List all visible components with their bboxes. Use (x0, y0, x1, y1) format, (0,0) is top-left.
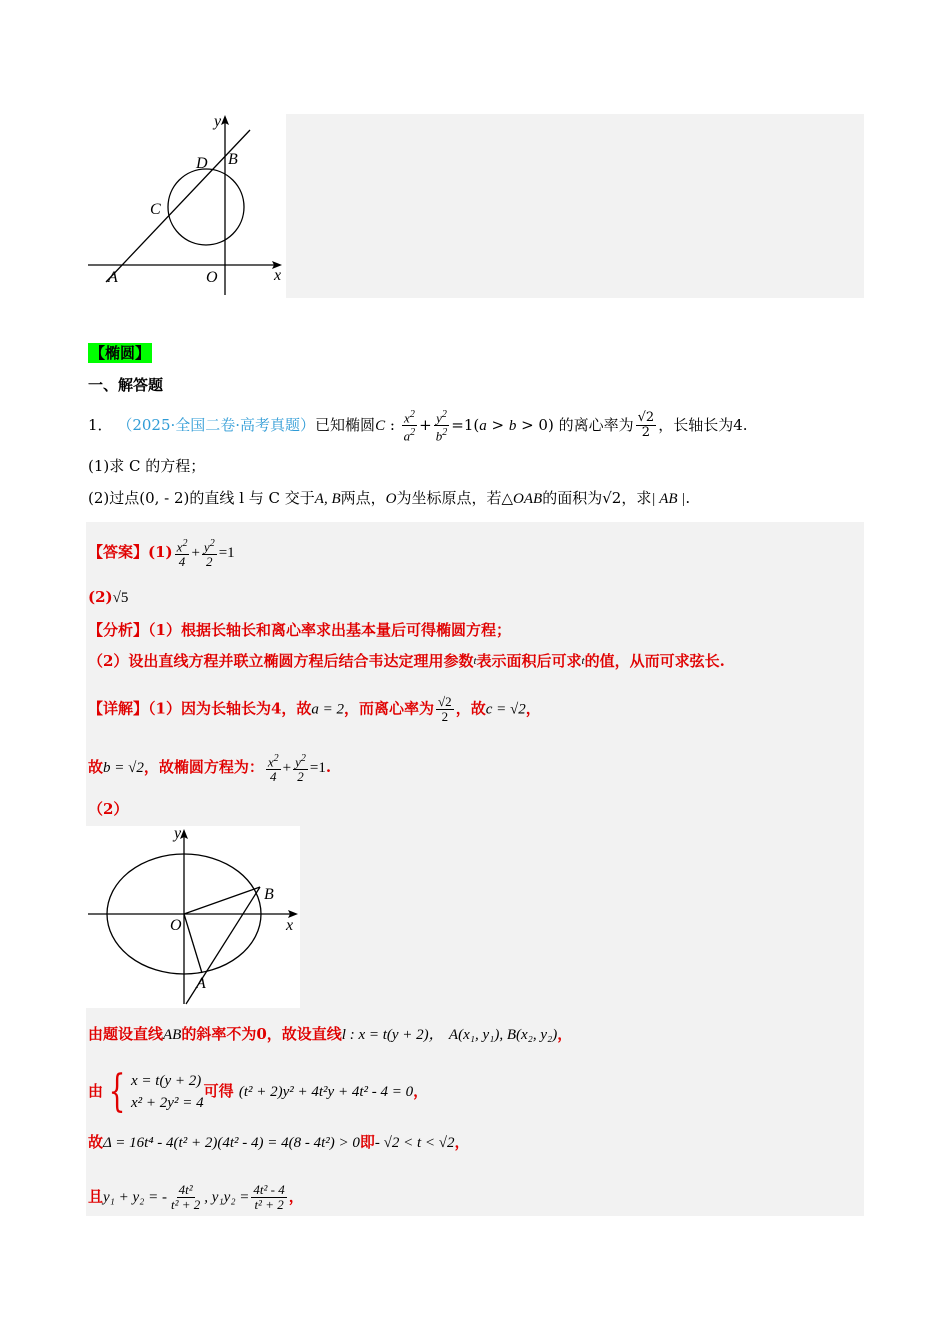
answer-line1: 【答案】(1) $\frac{x^2}{4}$ + $\frac{y^2}{2}$ =1 (88, 538, 235, 570)
analysis-line2: （2）设出直线方程并联立椭圆方程后结合韦达定理用参数$^t$表示面积后可求$^t$的值，从而可求弦长. (88, 652, 725, 670)
label-y-2: y (174, 826, 182, 842)
answer-line2: (2)√5 (88, 588, 129, 606)
label-o-2: O (170, 917, 182, 934)
figure-circle-line (86, 110, 286, 300)
detail-line1: 【详解】（1）因为长轴长为4，故a = 2，而离心率为 $\frac{√2}{2}$ ，故c = √2， (88, 694, 541, 724)
label-d: D (196, 155, 208, 172)
problem-source: （2025·全国二卷·高考真题） (117, 415, 316, 434)
label-x: x (274, 267, 282, 284)
problem-part2: (2)过点(0, - 2)的直线 l 与 C 交于A, B两点，O为坐标原点，若△OAB的面积为√2，求| AB |. (88, 489, 691, 507)
detail-line3: 由题设直线AB的斜率不为0，故设直线l : x = t(y + 2)， A(x₁, y₁), B(x₂, y₂)， (88, 1025, 573, 1043)
circle (168, 169, 244, 245)
label-o: O (206, 269, 218, 286)
figure-placeholder-panel (286, 114, 864, 298)
detail-line6: 且y₁ + y₂ = - $\frac{\text{4t²}}{\text{t² + 2}}$ , y₁y₂ = $\frac{\text{4t² - 4}}{\text{t² + 2}}$ ， (88, 1182, 304, 1212)
label-a: A (108, 269, 118, 286)
label-x-2: x (286, 917, 294, 934)
segment-oa (184, 914, 202, 973)
problem-stem: 1． （2025·全国二卷·高考真题）已知椭圆C : $\frac{x^2}{a^2}$ + $\frac{y^2}{b^2}$ =1(a > b > 0) 的离心率为 $\frac{√2}{2}$ ，长轴长为4. (88, 409, 748, 444)
section-heading: 一、解答题 (88, 376, 164, 394)
section-tag: 【椭圆】 (90, 344, 151, 362)
label-c: C (150, 201, 161, 218)
label-b-2: B (264, 886, 274, 903)
detail-line5: 故Δ = 16t⁴ - 4(t² + 2)(4t² - 4) = 4(8 - 4t²) > 0即- √2 < t < √2， (88, 1133, 470, 1151)
detail-line2: 故b = √2，故椭圆方程为： $\frac{x^2}{4}$ + $\frac{y^2}{2}$ =1. (88, 753, 332, 785)
label-b: B (228, 151, 238, 168)
label-a-2: A (196, 975, 206, 992)
label-y: y (214, 113, 222, 130)
detail-part2-label: （2） (88, 800, 129, 818)
detail-line4: 由 { x = t(y + 2) x² + 2y² = 4 可得 (t² + 2)y² + 4t²y + 4t² - 4 = 0， (88, 1066, 429, 1117)
figure-ellipse (86, 826, 300, 1008)
segment-ob (184, 887, 260, 914)
problem-part1: (1)求 C 的方程； (88, 457, 206, 475)
analysis-line1: 【分析】（1）根据长轴长和离心率求出基本量后可得椭圆方程； (88, 621, 511, 639)
